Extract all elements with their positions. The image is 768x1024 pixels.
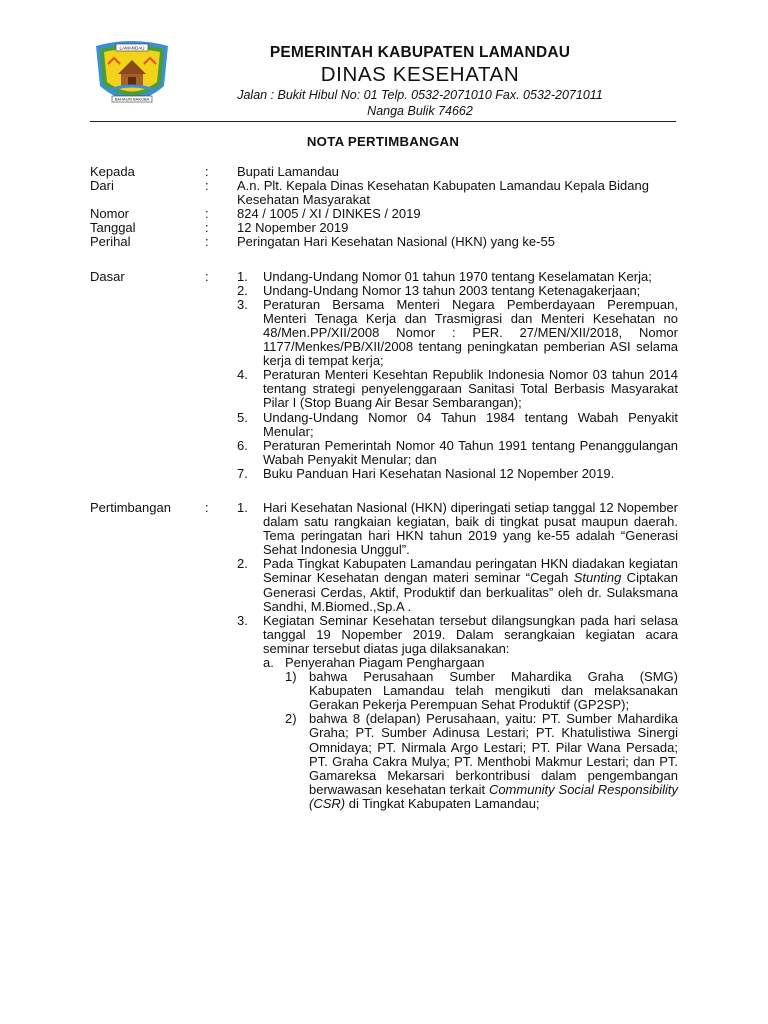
header-divider [90, 121, 676, 122]
meta-label: Tanggal [90, 220, 136, 236]
sub-sub-item-text [309, 712, 678, 811]
meta-label: Dari [90, 178, 114, 194]
meta-colon: : [205, 220, 209, 236]
dasar-list [237, 270, 678, 481]
list-item [237, 557, 678, 613]
meta-value: Peringatan Hari Kesehatan Nasional (HKN) yang ke-55 [237, 234, 555, 250]
list-item [237, 368, 678, 410]
list-number: 1. [237, 499, 248, 515]
meta-label: Perihal [90, 234, 131, 250]
list-text [263, 614, 678, 811]
sub-item-letter: a. [263, 655, 274, 670]
list-text: Peraturan Pemerintah Nomor 40 Tahun 1991 tentang Penanggulangan Wabah Penyakit Menular; dan [263, 437, 678, 467]
list-number: 3. [237, 612, 248, 628]
list-item [237, 467, 678, 481]
text-run: bahwa 8 (delapan) Perusahaan, yaitu: PT. Sumber Mahardika Graha; PT. Sumber Adinusa Lestari; PT. Khatulistiwa Sinergi Omnidaya; PT. Nirmala Argo Lestari; PT. Pilar Wana Persada; PT. Graha Cakra Mulya; PT. Menthobi Makmur Lestari; dan PT. Gamareksa Mekarsari berkontribusi dalam pengembangan berwawasan kesehatan terkait [309, 711, 678, 797]
text-run: Pada Tingkat Kabupaten Lamandau peringatan HKN diadakan kegiatan Seminar Kesehatan dengan materi seminar “Cegah [263, 556, 678, 586]
meta-row-nomor [90, 207, 678, 221]
list-text: Peraturan Menteri Kesehtan Republik Indonesia Nomor 03 tahun 2014 tentang strategi penyelenggaraan Sanitasi Total Berbasis Masyarakat Pilar I (Stop Buang Air Besar Sembarangan); [263, 367, 678, 411]
meta-colon: : [205, 499, 209, 515]
list-text: Hari Kesehatan Nasional (HKN) diperingati setiap tanggal 12 Nopember dalam satu rangkaian kegiatan, baik di tingkat pusat maupun daerah. Tema peringatan hari HKN tahun 2019 yang ke-55 adalah “Generasi Sehat Indonesia Unggul”. [263, 499, 678, 558]
pertimbangan-list [237, 501, 678, 811]
list-number: 2. [237, 282, 248, 298]
agency-name: DINAS KESEHATAN [320, 63, 520, 86]
meta-row-perihal [90, 235, 678, 249]
sub-sub-item-number: 2) [285, 711, 297, 727]
sub-sub-item-2 [285, 712, 678, 811]
list-text-body: Kegiatan Seminar Kesehatan tersebut dilangsungkan pada hari selasa tanggal 19 Nopember 2019. Dalam serangkaian kegiatan acara seminar tersebut diatas juga dilaksanakan: [263, 612, 678, 656]
list-item [237, 298, 678, 368]
list-number: 7. [237, 465, 248, 481]
logo-top-text: LAMANDAU [119, 45, 145, 51]
list-text: Peraturan Bersama Menteri Negara Pemberdayaan Perempuan, Menteri Tenaga Kerja dan Trasmigrasi dan Menteri Kesehatan no 48/Men.PP/XII/2008 Nomor : PER. 27/MEN/XII/2018, Nomor 1177/Menkes/PB/XII/2008 tentang peningkatan pemberian ASI selama kerja di tempat kerja; [263, 296, 678, 369]
list-item [237, 439, 678, 467]
sub-sub-item-number: 1) [285, 669, 297, 685]
government-name: PEMERINTAH KABUPATEN LAMANDAU [269, 44, 571, 61]
agency-address [180, 87, 660, 119]
list-text: Undang-Undang Nomor 01 tahun 1970 tentang Keselamatan Kerja; [263, 268, 652, 284]
lamandau-emblem-logo [90, 38, 174, 112]
sub-item-text: Penyerahan Piagam Penghargaan [285, 655, 485, 670]
pertimbangan-section [90, 501, 678, 811]
meta-row-kepada [90, 165, 678, 179]
list-item [237, 501, 678, 557]
list-number: 5. [237, 409, 248, 425]
meta-value: A.n. Plt. Kepala Dinas Kesehatan Kabupaten Lamandau Kepala Bidang Kesehatan Masyarakat [237, 178, 649, 208]
sub-sub-item-text: bahwa Perusahaan Sumber Mahardika Graha (SMG) Kabupaten Lamandau telah mengikuti dan melaksanakan Gerakan Pekerja Perempuan Sehat Produktif (GP2SP); [309, 669, 678, 713]
meta-value: 12 Nopember 2019 [237, 220, 349, 236]
list-text [263, 557, 678, 613]
meta-colon: : [205, 206, 209, 222]
address-line-1: Jalan : Bukit Hibul No: 01 Telp. 0532-2071010 Fax. 0532-2071011 [237, 88, 603, 102]
logo-bottom-text: BAHAUM BAKUBA [114, 96, 150, 102]
list-item [237, 284, 678, 298]
sub-sub-item-1 [285, 670, 678, 712]
list-text: Undang-Undang Nomor 04 Tahun 1984 tentang Wabah Penyakit Menular; [263, 409, 678, 439]
sub-item-a [263, 656, 678, 670]
section-label: Pertimbangan [90, 499, 171, 515]
address-line-2: Nanga Bulik 74662 [367, 104, 473, 118]
italic-term: Stunting [573, 570, 622, 586]
list-text: Buku Panduan Hari Kesehatan Nasional 12 Nopember 2019. [263, 465, 615, 481]
list-item [237, 411, 678, 439]
text-run: di Tingkat Kabupaten Lamandau; [345, 795, 540, 811]
meta-colon: : [205, 268, 209, 284]
list-number: 2. [237, 556, 248, 572]
list-number: 3. [237, 296, 248, 312]
list-item [237, 614, 678, 811]
meta-colon: : [205, 164, 209, 179]
italic-term: Community Social Responsibility (CSR) [309, 781, 678, 811]
meta-row-tanggal [90, 221, 678, 235]
list-number: 4. [237, 367, 248, 383]
text-run: Ciptakan Generasi Cerdas, Aktif, Produktif dan berkualitas” oleh dr. Sulaksmana Sandhi, M.Biomed.,Sp.A . [263, 570, 678, 614]
meta-row-dari [90, 179, 678, 207]
dasar-section [90, 270, 678, 481]
section-label: Dasar [90, 268, 125, 284]
meta-value: Bupati Lamandau [237, 164, 339, 179]
list-text: Undang-Undang Nomor 13 tahun 2003 tentang Ketenagakerjaan; [263, 282, 641, 298]
document-body [90, 165, 678, 811]
meta-colon: : [205, 234, 209, 250]
list-number: 6. [237, 437, 248, 453]
list-number: 1. [237, 268, 248, 284]
document-title: NOTA PERTIMBANGAN [306, 134, 460, 149]
meta-colon: : [205, 178, 209, 194]
meta-label: Kepada [90, 164, 135, 179]
meta-value: 824 / 1005 / XI / DINKES / 2019 [237, 206, 421, 222]
list-item [237, 270, 678, 284]
meta-label: Nomor [90, 206, 130, 222]
